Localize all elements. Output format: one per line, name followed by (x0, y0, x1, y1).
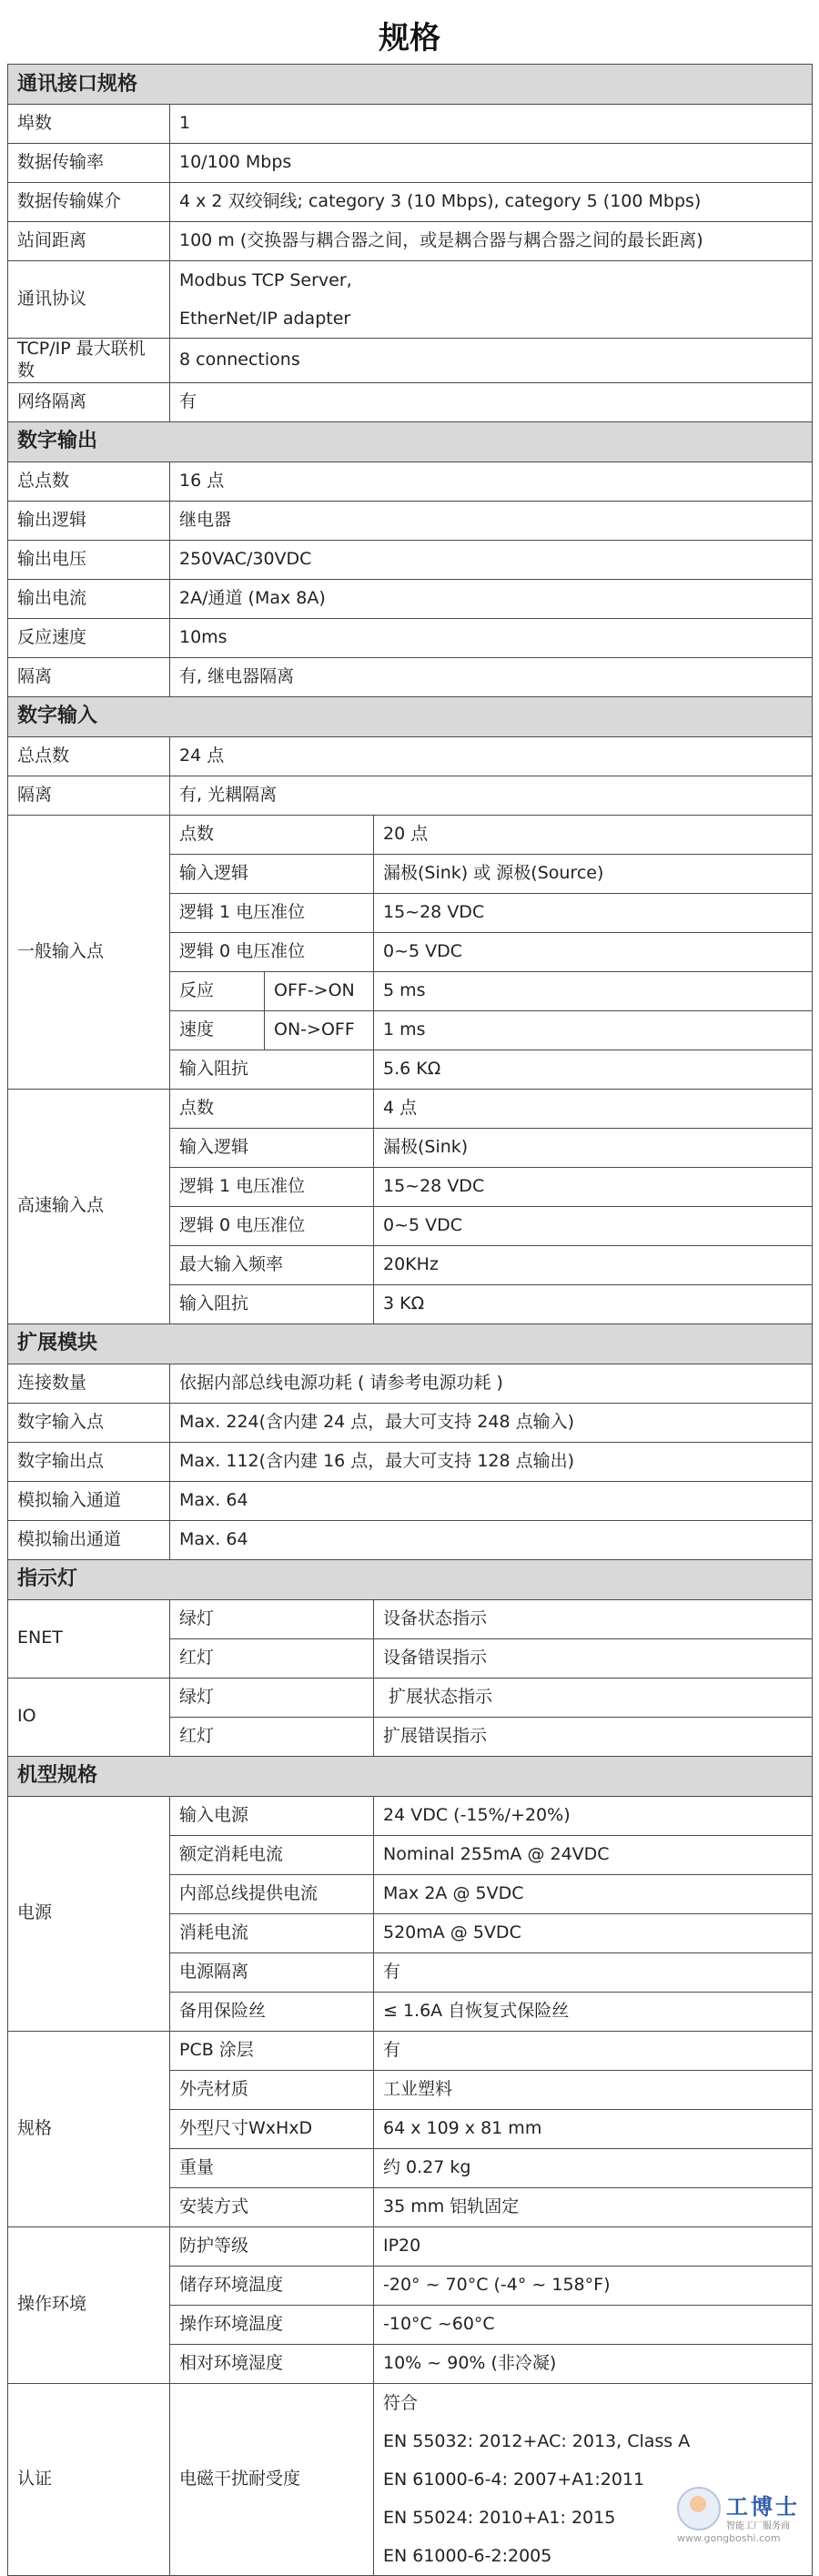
row-label: 外型尺寸WxHxD (170, 2109, 374, 2148)
row-value: 250VAC/30VDC (170, 540, 813, 579)
row-label: 总点数 (8, 736, 170, 776)
row-value: 100 m (交换器与耦合器之间，或是耦合器与耦合器之间的最长距离) (170, 222, 813, 261)
page-title: 规格 (379, 20, 440, 56)
spec-table (7, 64, 813, 2576)
table-row (8, 105, 813, 144)
row-value: 15~28 VDC (374, 893, 813, 932)
row-value: 4 x 2 双绞铜线; category 3 (10 Mbps), category 5 (100 Mbps) (170, 183, 813, 222)
group-label-power: 电源 (8, 1796, 170, 2031)
row-value: -20° ~ 70°C (-4° ~ 158°F) (374, 2266, 813, 2305)
table-row (8, 501, 813, 540)
row-label: 数字输出点 (8, 1442, 170, 1481)
row-value: 64 x 109 x 81 mm (374, 2109, 813, 2148)
row-label: 消耗电流 (170, 1913, 374, 1952)
row-value: 0~5 VDC (374, 932, 813, 971)
table-row (8, 540, 813, 579)
section-row (8, 421, 813, 461)
row-value: 扩展状态指示 (374, 1678, 813, 1717)
row-label: 操作环境温度 (170, 2305, 374, 2344)
table-row (8, 579, 813, 618)
row-label: 备用保险丝 (170, 1992, 374, 2031)
table-row (8, 618, 813, 657)
row-label: 重量 (170, 2148, 374, 2187)
row-label: 连接数量 (8, 1364, 170, 1403)
mascot-icon (677, 2487, 721, 2530)
row-label: 电源隔离 (170, 1952, 374, 1992)
table-row (8, 2226, 813, 2266)
row-value: 有, 光耦隔离 (170, 776, 813, 815)
table-row (8, 1678, 813, 1717)
row-label: 储存环境温度 (170, 2266, 374, 2305)
watermark-url: www.gongboshi.com (677, 2532, 781, 2544)
row-value: Max. 64 (170, 1481, 813, 1520)
row-label: 埠数 (8, 105, 170, 144)
row-value: 20 点 (374, 815, 813, 854)
row-value: -10°C ~60°C (374, 2305, 813, 2344)
row-label: 红灯 (170, 1717, 374, 1756)
table-row (8, 776, 813, 815)
cert-line: EN 61000-6-4: 2007+A1:2011 (383, 2469, 645, 2490)
row-sublabel: ON->OFF (265, 1010, 374, 1050)
row-label: 安装方式 (170, 2187, 374, 2226)
row-value: Max 2A @ 5VDC (374, 1874, 813, 1913)
row-label: 逻辑 1 电压准位 (170, 893, 374, 932)
row-label: 相对环境湿度 (170, 2344, 374, 2383)
row-value: 20KHz (374, 1245, 813, 1284)
row-label: 内部总线提供电流 (170, 1874, 374, 1913)
row-value: IP20 (374, 2226, 813, 2266)
section-title-din: 数字输入 (8, 696, 813, 736)
row-sublabel: OFF->ON (265, 971, 374, 1010)
table-row (8, 461, 813, 501)
protocol-line: Modbus TCP Server, (179, 270, 352, 290)
table-row (8, 144, 813, 183)
protocol-line: EtherNet/IP adapter (179, 309, 351, 329)
row-label: 输入阻抗 (170, 1284, 374, 1323)
row-label: 外壳材质 (170, 2070, 374, 2109)
row-value: 扩展错误指示 (374, 1717, 813, 1756)
row-value: 10/100 Mbps (170, 144, 813, 183)
row-value: Max. 224(含内建 24 点，最大可支持 248 点输入) (170, 1403, 813, 1442)
row-value: 15~28 VDC (374, 1167, 813, 1206)
row-label: 输入逻辑 (170, 1128, 374, 1167)
row-value: 8 connections (170, 339, 813, 383)
row-label: 防护等级 (170, 2226, 374, 2266)
row-label: 绿灯 (170, 1599, 374, 1638)
table-row (8, 1442, 813, 1481)
row-value: 设备错误指示 (374, 1638, 813, 1678)
table-row (8, 222, 813, 261)
row-value: 1 ms (374, 1010, 813, 1050)
row-label: 输入电源 (170, 1796, 374, 1835)
row-value: 520mA @ 5VDC (374, 1913, 813, 1952)
row-label: 网络隔离 (8, 382, 170, 421)
row-label: 数字输入点 (8, 1403, 170, 1442)
cert-line: EN 55032: 2012+AC: 2013, Class A (383, 2430, 691, 2451)
row-value: 2A/通道 (Max 8A) (170, 579, 813, 618)
row-label: 点数 (170, 1089, 374, 1128)
cert-line: EN 61000-6-2:2005 (383, 2545, 552, 2566)
group-label-spec: 规格 (8, 2031, 170, 2226)
row-label: 输入逻辑 (170, 854, 374, 893)
table-row (8, 815, 813, 854)
section-title-led: 指示灯 (8, 1559, 813, 1599)
group-label-io: IO (8, 1678, 170, 1756)
section-row (8, 1559, 813, 1599)
row-value: 漏极(Sink) 或 源极(Source) (374, 854, 813, 893)
row-value: 5.6 KΩ (374, 1050, 813, 1089)
row-label: 输出电压 (8, 540, 170, 579)
row-label: 反应速度 (8, 618, 170, 657)
group-label-general-input: 一般输入点 (8, 815, 170, 1089)
row-label: 速度 (170, 1010, 265, 1050)
row-value: Nominal 255mA @ 24VDC (374, 1835, 813, 1874)
table-row (8, 1481, 813, 1520)
table-row (8, 1089, 813, 1128)
row-value: ≤ 1.6A 自恢复式保险丝 (374, 1992, 813, 2031)
row-label: 通讯协议 (8, 261, 170, 339)
row-value (170, 261, 813, 339)
row-value: 有, 继电器隔离 (170, 657, 813, 696)
row-label: 总点数 (8, 461, 170, 501)
cert-line: EN 55024: 2010+A1: 2015 (383, 2507, 616, 2528)
watermark-logo (673, 2483, 810, 2547)
table-row (8, 736, 813, 776)
row-label: 额定消耗电流 (170, 1835, 374, 1874)
row-value: 5 ms (374, 971, 813, 1010)
row-value: 10% ~ 90% (非冷凝) (374, 2344, 813, 2383)
row-label: 隔离 (8, 776, 170, 815)
row-label: 隔离 (8, 657, 170, 696)
group-label-enet: ENET (8, 1599, 170, 1678)
row-label: 输出电流 (8, 579, 170, 618)
row-label: 输入阻抗 (170, 1050, 374, 1089)
table-row (8, 183, 813, 222)
row-value: 继电器 (170, 501, 813, 540)
row-value: 约 0.27 kg (374, 2148, 813, 2187)
row-label: 电磁干扰耐受度 (170, 2383, 374, 2575)
table-row (8, 1796, 813, 1835)
group-label-cert: 认证 (8, 2383, 170, 2575)
row-label: 数据传输率 (8, 144, 170, 183)
row-value: 3 KΩ (374, 1284, 813, 1323)
table-row (8, 1520, 813, 1559)
section-row (8, 1323, 813, 1364)
table-row (8, 261, 813, 339)
row-value: 工业塑料 (374, 2070, 813, 2109)
group-label-env: 操作环境 (8, 2226, 170, 2383)
section-row (8, 65, 813, 105)
section-title-dout: 数字输出 (8, 421, 813, 461)
table-row (8, 1599, 813, 1638)
row-value: 设备状态指示 (374, 1599, 813, 1638)
table-row (8, 1364, 813, 1403)
row-label: 反应 (170, 971, 265, 1010)
row-value: 24 点 (170, 736, 813, 776)
row-value: 10ms (170, 618, 813, 657)
row-label: 红灯 (170, 1638, 374, 1678)
table-row (8, 382, 813, 421)
row-label: 逻辑 0 电压准位 (170, 1206, 374, 1245)
row-value: 漏极(Sink) (374, 1128, 813, 1167)
row-label: 输出逻辑 (8, 501, 170, 540)
row-value: 有 (374, 1952, 813, 1992)
row-label: PCB 涂层 (170, 2031, 374, 2070)
section-row (8, 696, 813, 736)
cert-line: 符合 (383, 2392, 419, 2413)
row-value: Max. 112(含内建 16 点，最大可支持 128 点输出) (170, 1442, 813, 1481)
row-label: 逻辑 1 电压准位 (170, 1167, 374, 1206)
row-label: 逻辑 0 电压准位 (170, 932, 374, 971)
row-value: 1 (170, 105, 813, 144)
row-value: 16 点 (170, 461, 813, 501)
row-label: 点数 (170, 815, 374, 854)
section-row (8, 1756, 813, 1796)
group-label-fast-input: 高速输入点 (8, 1089, 170, 1323)
row-value: 有 (374, 2031, 813, 2070)
row-label: 模拟输入通道 (8, 1481, 170, 1520)
row-value: 35 mm 铝轨固定 (374, 2187, 813, 2226)
row-value: Max. 64 (170, 1520, 813, 1559)
row-label: TCP/IP 最大联机数 (8, 339, 170, 383)
table-row (8, 657, 813, 696)
table-row (8, 339, 813, 383)
watermark-tagline: 智能工厂服务商 (726, 2521, 790, 2531)
row-value: 依据内部总线电源功耗 ( 请参考电源功耗 ) (170, 1364, 813, 1403)
section-title-ext: 扩展模块 (8, 1323, 813, 1364)
row-label: 绿灯 (170, 1678, 374, 1717)
section-title-comm: 通讯接口规格 (8, 65, 813, 105)
row-value: 0~5 VDC (374, 1206, 813, 1245)
row-label: 数据传输媒介 (8, 183, 170, 222)
section-title-model: 机型规格 (8, 1756, 813, 1796)
row-value: 24 VDC (-15%/+20%) (374, 1796, 813, 1835)
row-label: 最大输入频率 (170, 1245, 374, 1284)
watermark-brand: 工博士 (726, 2494, 800, 2520)
row-value: 有 (170, 382, 813, 421)
table-row (8, 1403, 813, 1442)
row-label: 站间距离 (8, 222, 170, 261)
row-label: 模拟输出通道 (8, 1520, 170, 1559)
row-value: 4 点 (374, 1089, 813, 1128)
table-row (8, 2031, 813, 2070)
